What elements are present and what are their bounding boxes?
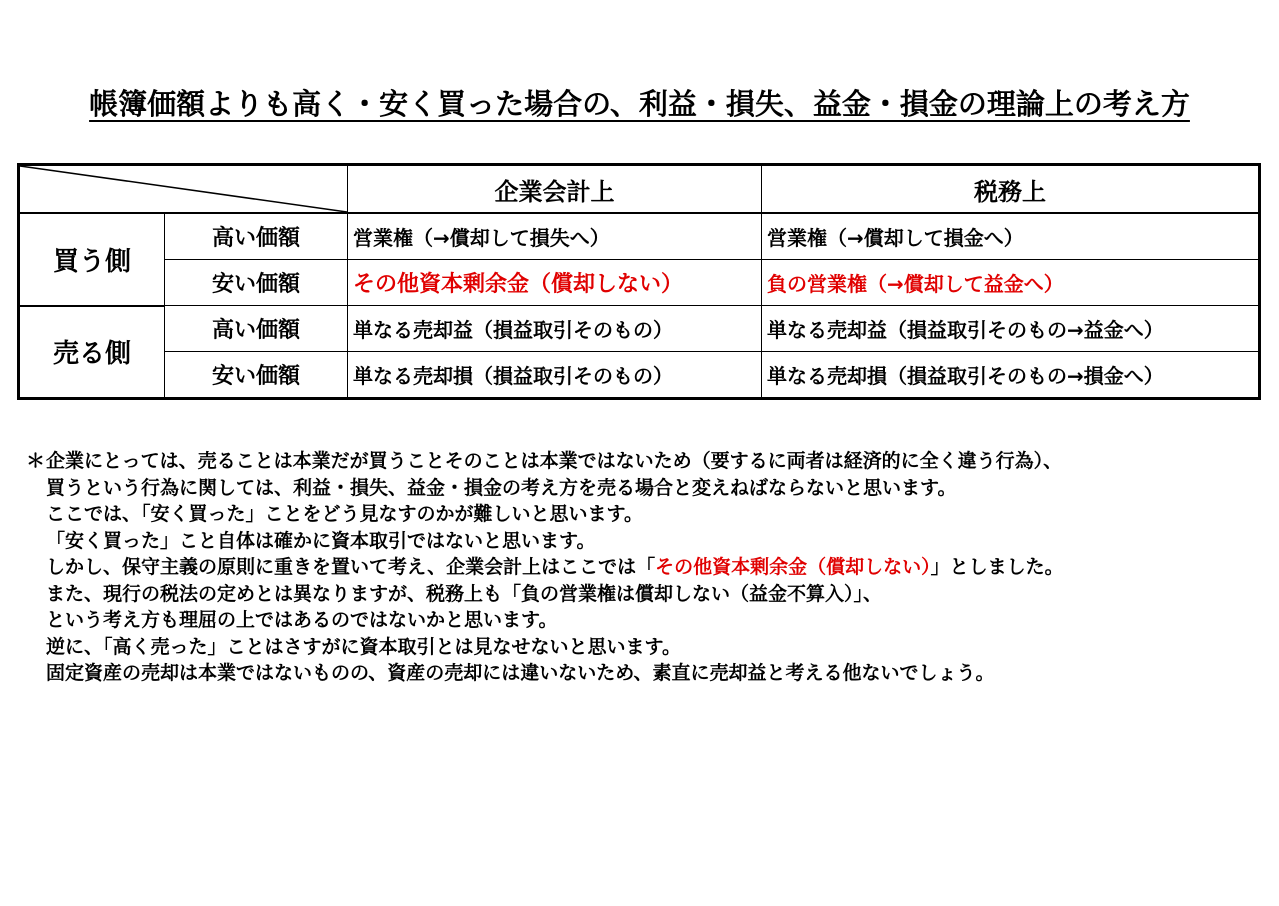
accounting-cell: 単なる売却損（損益取引そのもの） [348,352,762,399]
note-line: 買うという行為に関しては、利益・損失、益金・損金の考え方を売る場合と変えねばならないと思います。 [46,476,957,499]
note-line: しかし、保守主義の原則に重きを置いて考え、企業会計上はここでは「その他資本剰余金（償却しない）」としました。 [46,556,1064,578]
price-label: 高い価額 [165,306,348,352]
table-row [19,352,1260,399]
group-label-buy: 買う側 [19,213,165,306]
note-line: ここでは、「安く買った」ことをどう見なすのかが難しいと思います。 [46,503,643,525]
price-label: 安い価額 [165,352,348,399]
accounting-cell-highlight: その他資本剰余金（償却しない） [348,260,762,306]
page-title [0,84,1279,124]
header-tax: 税務上 [762,165,1260,214]
tax-cell: 単なる売却損（損益取引そのもの→損金へ） [762,352,1260,399]
diagonal-corner-cell [19,165,348,214]
accounting-cell: 営業権（→償却して損失へ） [348,213,762,260]
note-line: 逆に、「高く売った」ことはさすがに資本取引とは見なせないと思います。 [46,635,681,658]
accounting-cell: 単なる売却益（損益取引そのもの） [348,306,762,352]
table-row [19,306,1260,352]
price-label: 安い価額 [165,260,348,306]
tax-cell-highlight: 負の営業権（→償却して益金へ） [762,260,1260,306]
tax-cell: 営業権（→償却して損金へ） [762,213,1260,260]
table-header-row [19,165,1260,214]
table-row [19,213,1260,260]
header-accounting: 企業会計上 [348,165,762,214]
tax-cell: 単なる売却益（損益取引そのもの→益金へ） [762,306,1260,352]
note-line: また、現行の税法の定めとは異なりますが、税務上も「負の営業権は償却しない（益金不算入）」、 [46,582,883,605]
note-line: ＊企業にとっては、売ることは本業だが買うことそのことは本業ではないため（要するに両者は経済的に全く違う行為）、 [26,448,1064,475]
note-highlight: その他資本剰余金（償却しない） [655,556,931,578]
note-line: 固定資産の売却は本業ではないものの、資産の売却には違いないため、素直に売却益と考える他ないでしょう。 [46,662,995,684]
note-line: という考え方も理屈の上ではあるのではないかと思います。 [46,609,558,631]
page-title-text: 帳簿価額よりも高く・安く買った場合の、利益・損失、益金・損金の理論上の考え方 [89,87,1190,121]
asterisk-mark: ＊ [26,450,46,472]
note-line: 「安く買った」こと自体は確かに資本取引ではないと思います。 [46,529,596,552]
diagonal-line [20,166,347,212]
comparison-table [17,163,1261,400]
table-row [19,260,1260,306]
price-label: 高い価額 [165,213,348,260]
group-label-sell: 売る側 [19,306,165,399]
notes-block [26,448,1064,687]
